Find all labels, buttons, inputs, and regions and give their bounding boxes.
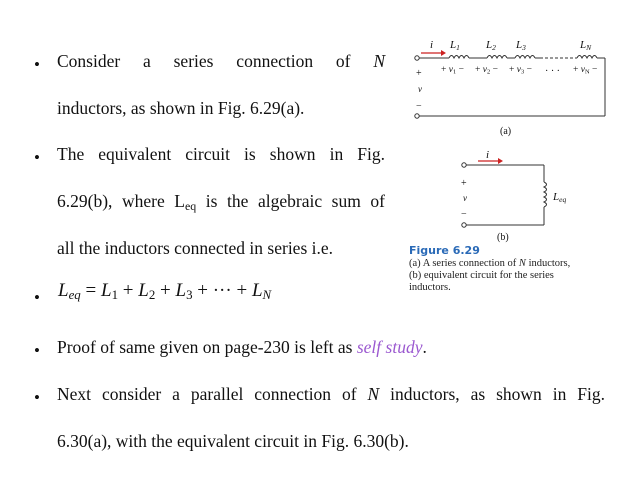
bullet-4-line [57, 339, 427, 357]
text: v [516, 65, 521, 75]
text: is the algebraic sum of [196, 191, 385, 211]
math-sub: 2 [148, 287, 156, 303]
sub: 3 [520, 68, 525, 76]
caption-line-2: (b) equivalent circuit for the series [409, 269, 554, 281]
caption-line-1 [409, 258, 570, 270]
text: + [475, 65, 481, 75]
text: Next consider a parallel connection of [57, 384, 357, 404]
inductor-label-ln [580, 39, 591, 52]
text: inductors, [525, 257, 571, 269]
sub: N [586, 42, 592, 52]
math-op: = [80, 280, 101, 301]
text: (a) A series connection of [409, 257, 519, 269]
voltage-v1 [441, 65, 464, 76]
figure-title: Figure 6.29 [409, 244, 480, 257]
bullet-marker: • [34, 341, 40, 360]
source-plus-a: + [416, 68, 422, 79]
source-minus-b: − [461, 209, 467, 220]
text: L [486, 39, 493, 51]
text: + [573, 65, 579, 75]
equivalent-inductor-label [553, 191, 566, 204]
current-label-b: i [486, 149, 490, 161]
math: L [100, 280, 112, 301]
source-v-b: v [463, 193, 467, 203]
math-op: + [155, 280, 176, 301]
source-plus-b: + [461, 178, 467, 189]
bullet-2-line-1: The equivalent circuit is shown in Fig. [57, 144, 385, 164]
text: v [448, 65, 453, 75]
text: v [482, 65, 487, 75]
math: L [58, 280, 69, 301]
sub: 2 [486, 68, 491, 76]
sub: 1 [456, 42, 460, 52]
text: L [450, 39, 457, 51]
text: inductors, as shown in Fig. [379, 384, 605, 404]
text: − [592, 65, 598, 75]
text: − [492, 65, 498, 75]
bullet-5-line-2: 6.30(a), with the equivalent circuit in Fig. 6.30(b). [57, 431, 409, 451]
text: L [580, 39, 587, 51]
math: L [175, 280, 187, 301]
bullet-marker: • [34, 288, 40, 307]
inductor-label-l3 [516, 39, 526, 52]
math: L [138, 280, 149, 301]
caption-line-3: inductors. [409, 281, 451, 293]
figure-a-label: (a) [500, 126, 512, 137]
math-op: + ··· + [192, 280, 252, 301]
text: 6.29(b), where L [57, 191, 185, 211]
figure-b-circuit [452, 155, 562, 235]
bullet-1-text: Consider a series connection of [57, 51, 351, 71]
self-study-link[interactable]: self study [356, 337, 423, 357]
inductor-label-l2 [486, 39, 496, 52]
ellipsis: · · · [545, 66, 560, 77]
text: v [580, 65, 585, 75]
voltage-v3 [509, 65, 532, 76]
math-sub: 1 [111, 287, 119, 303]
text: L [516, 39, 523, 51]
bullet-2-line-2 [57, 193, 385, 213]
bullet-2-line-3: all the inductors connected in series i.e. [57, 238, 334, 258]
bullet-1-line-2: inductors, as shown in Fig. 6.29(a). [57, 98, 305, 118]
bullet-5-line-1 [57, 386, 605, 404]
sub: 1 [452, 68, 457, 76]
equation [58, 281, 271, 302]
voltage-vn [573, 65, 597, 76]
text: . [422, 337, 427, 357]
text: Proof of same given on page-230 is left as [57, 337, 357, 357]
text: − [526, 65, 532, 75]
subscript: eq [184, 198, 197, 213]
text: L [553, 191, 560, 203]
current-label-a: i [430, 39, 434, 51]
bullet-marker: • [34, 148, 40, 167]
sub: 2 [492, 42, 496, 52]
source-v-a: v [418, 84, 422, 94]
math-op: + [118, 280, 139, 301]
text: − [458, 65, 464, 75]
bullet-1-line-1 [57, 53, 385, 71]
sub: N [584, 68, 590, 76]
text: N [518, 257, 526, 269]
sub: eq [559, 194, 567, 204]
math-sub: eq [68, 287, 81, 303]
source-minus-a: − [416, 101, 422, 112]
bullet-marker: • [34, 55, 40, 74]
var-n: N [373, 51, 386, 71]
var-n: N [367, 384, 380, 404]
math-sub: N [262, 287, 272, 303]
figure-caption [409, 245, 570, 294]
sub: 3 [522, 42, 526, 52]
text: + [509, 65, 515, 75]
bullet-marker: • [34, 388, 40, 407]
math-sub: 3 [186, 287, 193, 303]
voltage-v2 [475, 65, 498, 76]
inductor-label-l1 [450, 39, 460, 52]
figure-b-label: (b) [497, 232, 509, 243]
math: L [251, 280, 263, 301]
text: + [441, 65, 447, 75]
